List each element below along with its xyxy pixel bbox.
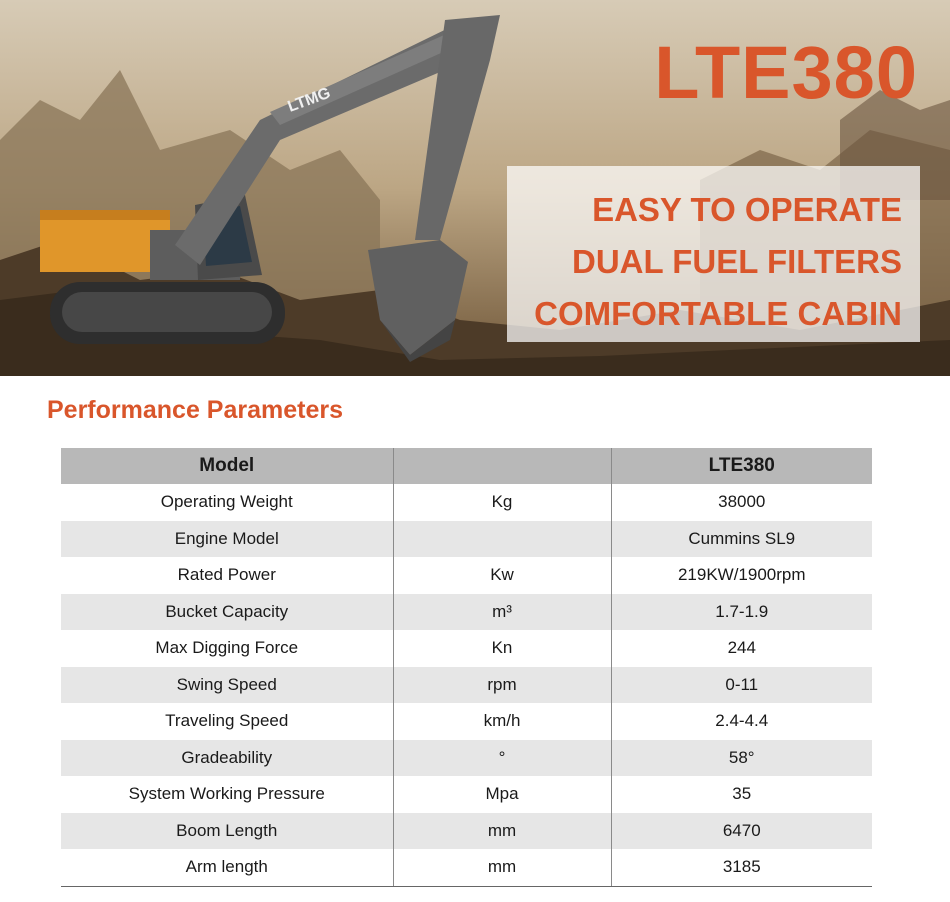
param-name: Arm length — [61, 849, 393, 886]
param-value: 0-11 — [611, 667, 872, 704]
param-unit: m³ — [393, 594, 611, 631]
table-row — [61, 776, 872, 813]
performance-parameters-table — [61, 448, 872, 887]
table-row — [61, 484, 872, 521]
param-unit: Kg — [393, 484, 611, 521]
param-value: Cummins SL9 — [611, 521, 872, 558]
svg-text:LTMG: LTMG — [285, 84, 333, 116]
param-value: 219KW/1900rpm — [611, 557, 872, 594]
param-value: 3185 — [611, 849, 872, 886]
param-value: 35 — [611, 776, 872, 813]
table-row — [61, 703, 872, 740]
table-row — [61, 594, 872, 631]
param-unit: mm — [393, 813, 611, 850]
param-name: Rated Power — [177, 565, 276, 585]
feature-list — [534, 184, 902, 340]
section-title: Performance Parameters — [47, 396, 343, 424]
param-unit: km/h — [393, 703, 611, 740]
param-name: System Working Pressure — [128, 784, 325, 804]
param-unit: mm — [393, 849, 611, 886]
param-unit: Kw — [393, 557, 611, 594]
param-value: 58° — [611, 740, 872, 777]
param-unit — [393, 521, 611, 558]
param-name: Bucket Capacity — [61, 594, 393, 631]
header-unit — [393, 448, 611, 484]
param-name: Traveling Speed — [165, 711, 289, 731]
header-parameter: Model — [61, 448, 393, 484]
feature-callout-box — [507, 166, 920, 342]
table-row — [61, 521, 872, 558]
param-value: 1.7-1.9 — [611, 594, 872, 631]
header-value: LTE380 — [611, 448, 872, 484]
table-row — [61, 630, 872, 667]
param-unit: Mpa — [393, 776, 611, 813]
table-row — [61, 667, 872, 704]
model-title: LTE380 — [654, 31, 918, 114]
param-name: Boom Length — [61, 813, 393, 850]
param-name: Gradeability — [61, 740, 393, 777]
param-value: 2.4-4.4 — [611, 703, 872, 740]
table-row — [61, 557, 872, 594]
param-unit: ° — [393, 740, 611, 777]
param-name: Swing Speed — [61, 667, 393, 704]
table-row — [61, 740, 872, 777]
param-name: Engine Model — [61, 521, 393, 558]
table-header-row — [61, 448, 872, 484]
feature-item: EASY TO OPERATE — [592, 191, 902, 228]
table-row — [61, 849, 872, 886]
param-unit: rpm — [393, 667, 611, 704]
param-name: Max Digging Force — [155, 638, 299, 658]
param-value: 38000 — [611, 484, 872, 521]
feature-item: DUAL FUEL FILTERS — [572, 243, 902, 280]
param-name: Operating Weight — [160, 492, 293, 512]
feature-item: COMFORTABLE CABIN — [534, 295, 902, 332]
hero-banner — [0, 0, 950, 376]
param-value: 6470 — [611, 813, 872, 850]
param-unit: Kn — [393, 630, 611, 667]
param-value: 244 — [611, 630, 872, 667]
table-row — [61, 813, 872, 850]
